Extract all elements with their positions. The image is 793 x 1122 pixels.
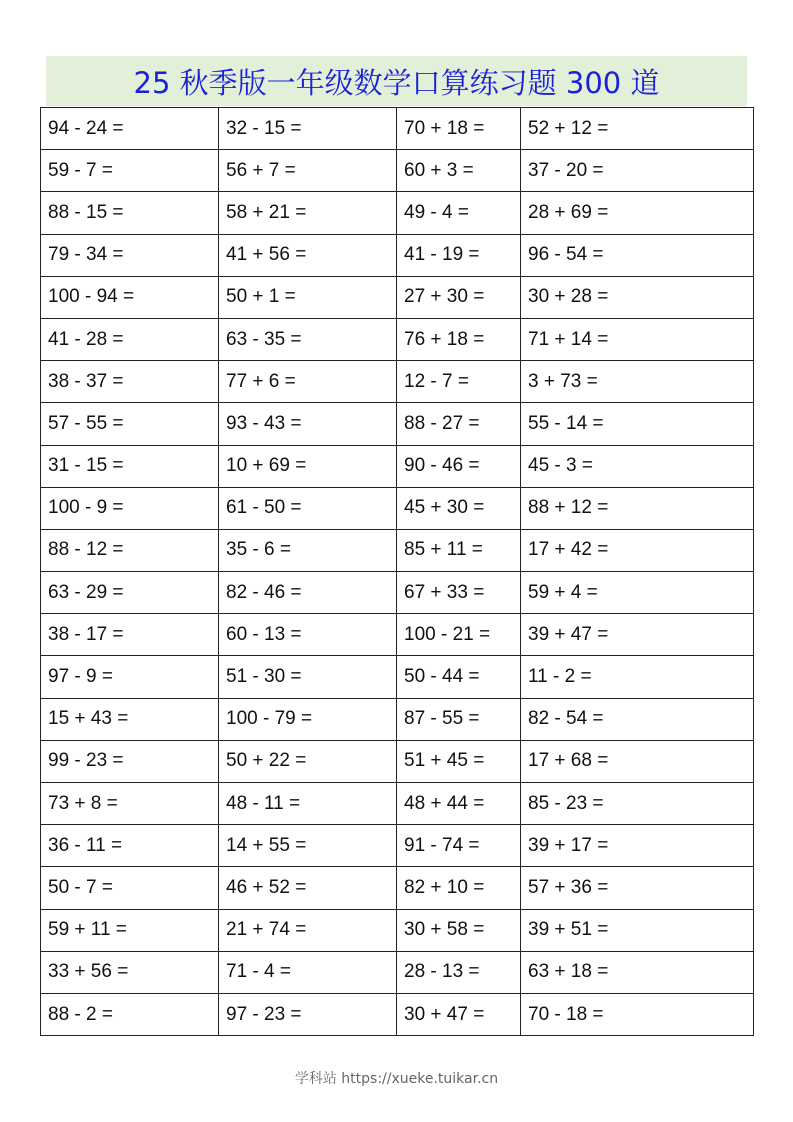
problem-cell: 87 - 55 =	[397, 698, 521, 740]
problem-cell: 39 + 51 =	[521, 909, 754, 951]
problem-cell: 63 - 29 =	[41, 572, 219, 614]
problem-cell: 46 + 52 =	[219, 867, 397, 909]
problem-cell: 100 - 21 =	[397, 614, 521, 656]
problem-cell: 88 - 27 =	[397, 403, 521, 445]
problem-cell: 82 + 10 =	[397, 867, 521, 909]
problem-cell: 77 + 6 =	[219, 361, 397, 403]
problem-cell: 97 - 23 =	[219, 993, 397, 1035]
problem-cell: 96 - 54 =	[521, 234, 754, 276]
table-row	[41, 318, 754, 360]
problem-cell: 21 + 74 =	[219, 909, 397, 951]
table-row	[41, 867, 754, 909]
table-row	[41, 783, 754, 825]
problem-cell: 70 - 18 =	[521, 993, 754, 1035]
problem-cell: 32 - 15 =	[219, 108, 397, 150]
problem-cell: 85 + 11 =	[397, 529, 521, 571]
problem-cell: 59 + 4 =	[521, 572, 754, 614]
problem-cell: 88 - 12 =	[41, 529, 219, 571]
problem-cell: 71 + 14 =	[521, 318, 754, 360]
exercise-table-body	[41, 108, 754, 1036]
problem-cell: 38 - 17 =	[41, 614, 219, 656]
problem-cell: 100 - 9 =	[41, 487, 219, 529]
problem-cell: 50 - 7 =	[41, 867, 219, 909]
problem-cell: 71 - 4 =	[219, 951, 397, 993]
problem-cell: 45 + 30 =	[397, 487, 521, 529]
problem-cell: 51 - 30 =	[219, 656, 397, 698]
problem-cell: 90 - 46 =	[397, 445, 521, 487]
problem-cell: 55 - 14 =	[521, 403, 754, 445]
problem-cell: 56 + 7 =	[219, 150, 397, 192]
table-row	[41, 656, 754, 698]
problem-cell: 100 - 94 =	[41, 276, 219, 318]
table-row	[41, 740, 754, 782]
problem-cell: 88 - 2 =	[41, 993, 219, 1035]
problem-cell: 37 - 20 =	[521, 150, 754, 192]
problem-cell: 17 + 68 =	[521, 740, 754, 782]
problem-cell: 45 - 3 =	[521, 445, 754, 487]
problem-cell: 82 - 46 =	[219, 572, 397, 614]
problem-cell: 28 - 13 =	[397, 951, 521, 993]
problem-cell: 94 - 24 =	[41, 108, 219, 150]
problem-cell: 41 - 19 =	[397, 234, 521, 276]
problem-cell: 39 + 47 =	[521, 614, 754, 656]
problem-cell: 30 + 28 =	[521, 276, 754, 318]
problem-cell: 99 - 23 =	[41, 740, 219, 782]
problem-cell: 97 - 9 =	[41, 656, 219, 698]
problem-cell: 85 - 23 =	[521, 783, 754, 825]
table-row	[41, 487, 754, 529]
problem-cell: 59 + 11 =	[41, 909, 219, 951]
table-row	[41, 403, 754, 445]
problem-cell: 35 - 6 =	[219, 529, 397, 571]
problem-cell: 93 - 43 =	[219, 403, 397, 445]
problem-cell: 30 + 47 =	[397, 993, 521, 1035]
table-row	[41, 234, 754, 276]
problem-cell: 50 + 22 =	[219, 740, 397, 782]
problem-cell: 58 + 21 =	[219, 192, 397, 234]
table-row	[41, 445, 754, 487]
problem-cell: 61 - 50 =	[219, 487, 397, 529]
problem-cell: 51 + 45 =	[397, 740, 521, 782]
problem-cell: 48 + 44 =	[397, 783, 521, 825]
table-row	[41, 698, 754, 740]
problem-cell: 88 + 12 =	[521, 487, 754, 529]
table-row	[41, 614, 754, 656]
problem-cell: 60 - 13 =	[219, 614, 397, 656]
problem-cell: 12 - 7 =	[397, 361, 521, 403]
footer-source: 学科站 https://xueke.tuikar.cn	[294, 1071, 499, 1087]
problem-cell: 57 + 36 =	[521, 867, 754, 909]
table-row	[41, 993, 754, 1035]
problem-cell: 79 - 34 =	[41, 234, 219, 276]
problem-cell: 50 + 1 =	[219, 276, 397, 318]
problem-cell: 67 + 33 =	[397, 572, 521, 614]
problem-cell: 60 + 3 =	[397, 150, 521, 192]
problem-cell: 14 + 55 =	[219, 825, 397, 867]
problem-cell: 76 + 18 =	[397, 318, 521, 360]
table-row	[41, 572, 754, 614]
table-row	[41, 192, 754, 234]
problem-cell: 48 - 11 =	[219, 783, 397, 825]
problem-cell: 30 + 58 =	[397, 909, 521, 951]
problem-cell: 33 + 56 =	[41, 951, 219, 993]
problem-cell: 17 + 42 =	[521, 529, 754, 571]
problem-cell: 88 - 15 =	[41, 192, 219, 234]
table-row	[41, 108, 754, 150]
problem-cell: 57 - 55 =	[41, 403, 219, 445]
problem-cell: 41 + 56 =	[219, 234, 397, 276]
table-row	[41, 529, 754, 571]
problem-cell: 38 - 37 =	[41, 361, 219, 403]
problem-cell: 70 + 18 =	[397, 108, 521, 150]
problem-cell: 15 + 43 =	[41, 698, 219, 740]
problem-cell: 36 - 11 =	[41, 825, 219, 867]
problem-cell: 82 - 54 =	[521, 698, 754, 740]
table-row	[41, 276, 754, 318]
table-row	[41, 150, 754, 192]
problem-cell: 63 - 35 =	[219, 318, 397, 360]
table-row	[41, 825, 754, 867]
problem-cell: 100 - 79 =	[219, 698, 397, 740]
problem-cell: 50 - 44 =	[397, 656, 521, 698]
problem-cell: 31 - 15 =	[41, 445, 219, 487]
problem-cell: 52 + 12 =	[521, 108, 754, 150]
exercise-table	[40, 107, 754, 1036]
problem-cell: 49 - 4 =	[397, 192, 521, 234]
problem-cell: 28 + 69 =	[521, 192, 754, 234]
problem-cell: 27 + 30 =	[397, 276, 521, 318]
table-row	[41, 361, 754, 403]
worksheet-title: 25 秋季版一年级数学口算练习题 300 道	[46, 56, 747, 106]
problem-cell: 3 + 73 =	[521, 361, 754, 403]
problem-cell: 11 - 2 =	[521, 656, 754, 698]
problem-cell: 41 - 28 =	[41, 318, 219, 360]
table-row	[41, 951, 754, 993]
problem-cell: 73 + 8 =	[41, 783, 219, 825]
problem-cell: 63 + 18 =	[521, 951, 754, 993]
problem-cell: 39 + 17 =	[521, 825, 754, 867]
problem-cell: 59 - 7 =	[41, 150, 219, 192]
problem-cell: 91 - 74 =	[397, 825, 521, 867]
table-row	[41, 909, 754, 951]
problem-cell: 10 + 69 =	[219, 445, 397, 487]
